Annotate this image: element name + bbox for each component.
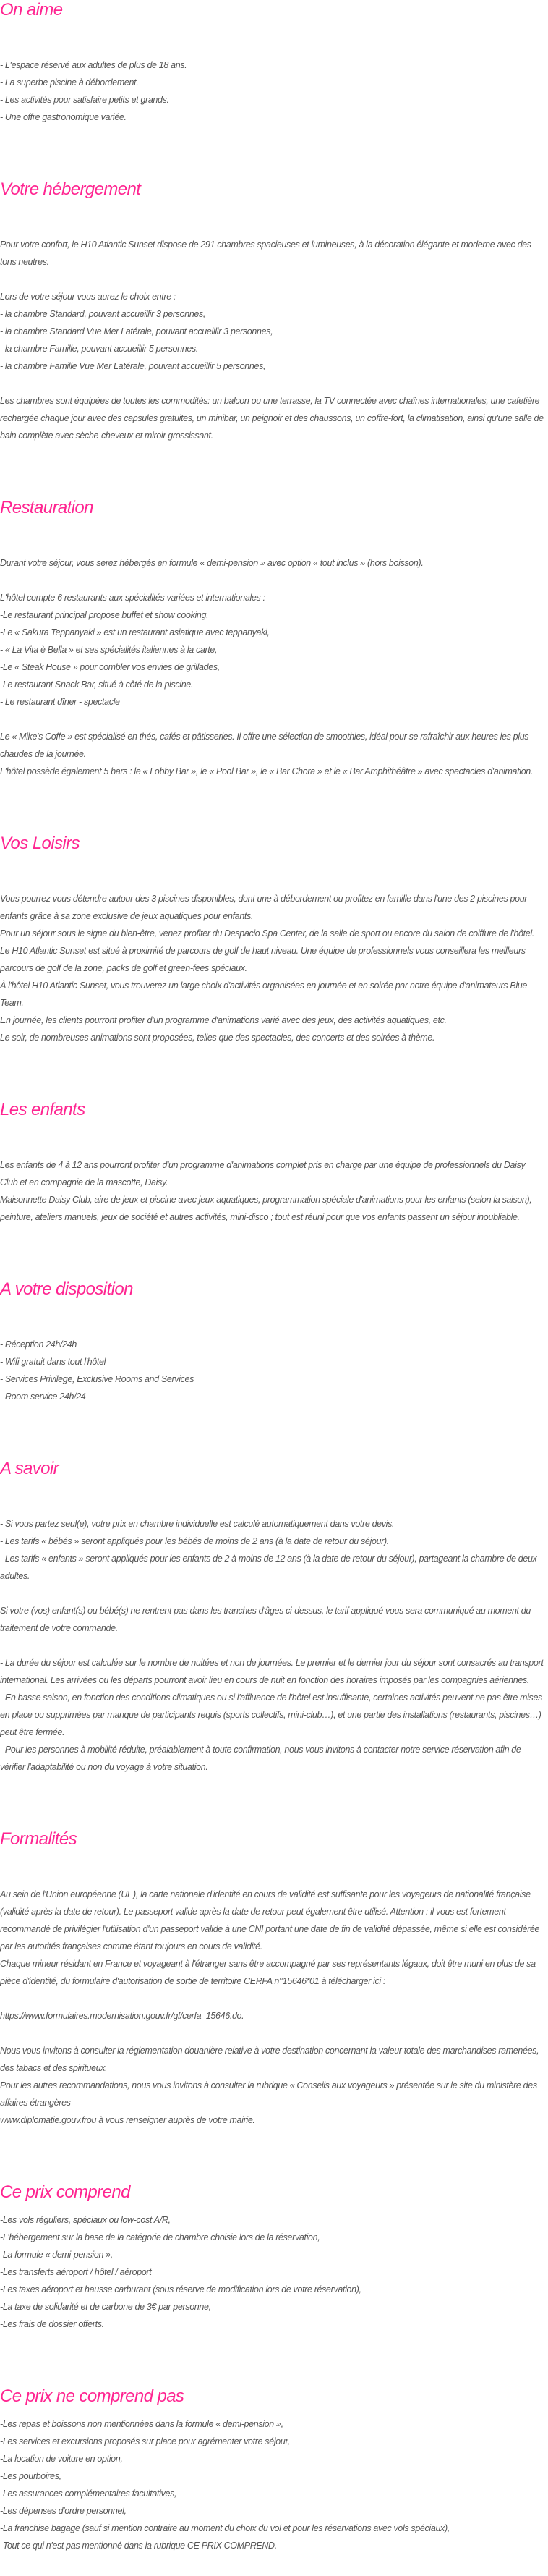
text-line: -Le « Sakura Teppanyaki » est un restaurant asiatique avec teppanyaki,: [0, 627, 270, 637]
heading-spacer: [0, 1300, 548, 1336]
text-line: -La taxe de solidarité et de carbone de 3€ par personne,: [0, 2302, 211, 2312]
text-line: -Les pourboires,: [0, 2471, 61, 2481]
text-line: Pour votre confort, le H10 Atlantic Sunset dispose de 291 chambres spacieuses et lumineuses, à la décoration élégante et moderne avec des tons neutres.: [0, 240, 531, 267]
heading-spacer: [0, 518, 548, 554]
section-body: [0, 56, 548, 126]
text-line: Le « Mike's Coffe » est spécialisé en thés, cafés et pâtisseries. Il offre une sélection de smoothies, idéal pour se rafraîchir aux heures les plus chaudes de la journée.: [0, 732, 529, 759]
section-body: [0, 890, 548, 1046]
text-line: - Si vous partez seul(e), votre prix en chambre individuelle est calculé automatiquement dans votre devis.: [0, 1519, 395, 1529]
section-body: [0, 1886, 548, 2129]
section-body: [0, 236, 548, 444]
text-line: Lors de votre séjour vous aurez le choix entre :: [0, 292, 176, 302]
section-spacer: [0, 1776, 548, 1829]
text-line: - L'espace réservé aux adultes de plus de 18 ans.: [0, 60, 187, 70]
section-title: Ce prix comprend: [0, 2182, 130, 2202]
text-line: Durant votre séjour, vous serez hébergés en formule « demi-pension » avec option « tout inclus » (hors boisson).: [0, 558, 424, 568]
text-line: Les enfants de 4 à 12 ans pourront profiter d'un programme d'animations complet pris en charge par une équipe de professionnels du Daisy Club et en compagnie de la mascotte, Daisy.: [0, 1160, 526, 1187]
text-line: - Services Privilege, Exclusive Rooms and Services: [0, 1374, 194, 1384]
text-line: - Le restaurant dîner - spectacle: [0, 697, 120, 707]
text-line: Le soir, de nombreuses animations sont proposées, telles que des spectacles, des concerts et des soirées à thème.: [0, 1033, 435, 1043]
section-body: [0, 1515, 548, 1776]
text-line: Vous pourrez vous détendre autour des 3 piscines disponibles, dont une à débordement ou profitez en famille dans l'une des 2 piscines pour enfants grâce à sa zone exclusive de jeux aquatiques pour enfants.: [0, 894, 528, 921]
section-spacer: [0, 1226, 548, 1279]
paragraph-spacer: [0, 1990, 544, 2007]
text-line: - Les tarifs « bébés » seront appliqués pour les bébés de moins de 2 ans (à la date de retour du séjour).: [0, 1536, 389, 1546]
text-line: - Les tarifs « enfants » seront appliqués pour les enfants de 2 à moins de 12 ans (à la date de retour du séjour), partageant la chambre de deux adultes.: [0, 1554, 537, 1581]
text-line: Pour les autres recommandations, nous vous invitons à consulter la rubrique « Conseils aux voyageurs » présentée sur le site du ministère des affaires étrangères: [0, 2080, 537, 2108]
text-line: En journée, les clients pourront profiter d'un programme d'animations varié avec des jeux, des activités aquatiques, etc.: [0, 1015, 447, 1025]
section-title: Ce prix ne comprend pas: [0, 2386, 184, 2406]
section-body: [0, 2211, 548, 2333]
paragraph-spacer: [0, 2025, 544, 2042]
section-title: A votre disposition: [0, 1279, 133, 1299]
text-line: - la chambre Famille, pouvant accueillir 5 personnes.: [0, 344, 198, 354]
section-vos-loisirs: [0, 834, 548, 1046]
heading-spacer: [0, 2407, 548, 2415]
text-line: - La durée du séjour est calculée sur le nombre de nuitées et non de journées. Le premier et le dernier jour du séjour sont consacrés au transport international. Les arrivées ou les départs pourront avoir lieu en cours de nuit en fonction des horaires imposés par les compagnies aériennes.: [0, 1658, 544, 1685]
text-line: - Pour les personnes à mobilité réduite, préalablement à toute confirmation, nous vous invitons à contacter notre service réservation afin de vérifier l'adaptabilité ou non du voyage à votre situation.: [0, 1745, 521, 1772]
section-title: Formalités: [0, 1829, 77, 1849]
section-spacer: [0, 1046, 548, 1100]
section-spacer: [0, 1405, 548, 1459]
section-votre-hebergement: [0, 179, 548, 444]
section-title: On aime: [0, 0, 63, 20]
section-title: Votre hébergement: [0, 179, 141, 199]
text-line: -La location de voiture en option,: [0, 2454, 123, 2464]
section-spacer: [0, 444, 548, 498]
section-a-savoir: [0, 1459, 548, 1776]
cerfa-form-link[interactable]: https://www.formulaires.modernisation.gouv.fr/gf/cerfa_15646.do.: [0, 2011, 244, 2021]
text-line: -Les dépenses d'ordre personnel,: [0, 2506, 127, 2516]
text-line: - Room service 24h/24: [0, 1391, 86, 1402]
text-line: -Le restaurant principal propose buffet et show cooking,: [0, 610, 209, 620]
section-title: Restauration: [0, 498, 93, 517]
section-spacer: [0, 126, 548, 179]
section-title: A savoir: [0, 1459, 59, 1478]
text-line: - la chambre Standard Vue Mer Latérale, pouvant accueillir 3 personnes,: [0, 326, 273, 336]
text-line: Nous vous invitons à consulter la réglementation douanière relative à votre destination concernant la valeur totale des marchandises ramenées, des tabacs et des spiritueux.: [0, 2046, 539, 2073]
section-les-enfants: [0, 1100, 548, 1226]
text-line: -Les assurances complémentaires facultatives,: [0, 2488, 177, 2499]
text-line: - Wifi gratuit dans tout l'hôtel: [0, 1357, 106, 1367]
text-line: - « La Vita è Bella » et ses spécialités italiennes à la carte,: [0, 645, 218, 655]
heading-spacer: [0, 1120, 548, 1156]
section-body: [0, 1156, 548, 1226]
paragraph-spacer: [0, 1637, 544, 1654]
text-line: -La franchise bagage (sauf si mention contraire au moment du choix du vol et pour les réservations avec vols spéciaux),: [0, 2523, 450, 2533]
text-line: -L'hébergement sur la base de la catégorie de chambre choisie lors de la réservation,: [0, 2232, 320, 2242]
section-title: Les enfants: [0, 1100, 85, 1119]
text-line: -Tout ce qui n'est pas mentionné dans la rubrique CE PRIX COMPREND.: [0, 2541, 277, 2551]
paragraph-spacer: [0, 711, 544, 728]
section-spacer: [0, 780, 548, 834]
text-line: - la chambre Standard, pouvant accueillir 3 personnes,: [0, 309, 206, 319]
text-line: -Les services et excursions proposés sur place pour agrémenter votre séjour,: [0, 2436, 290, 2446]
paragraph-spacer: [0, 1585, 544, 1602]
text-line: - Les activités pour satisfaire petits et grands.: [0, 95, 169, 105]
text-line: Chaque mineur résidant en France et voyageant à l'étranger sans être accompagné par ses représentants légaux, doit être muni en plus de sa pièce d'identité, du formulaire d'autorisation de sortie de territoire CERFA n°15646*01 à télécharger ici :: [0, 1959, 536, 1986]
section-formalites: [0, 1829, 548, 2129]
text-line: L'hôtel possède également 5 bars : le « Lobby Bar », le « Pool Bar », le « Bar Chora » et le « Bar Amphithéâtre » avec spectacles d'animation.: [0, 766, 534, 776]
section-body: [0, 1336, 548, 1405]
text-line: Les chambres sont équipées de toutes les commodités: un balcon ou une terrasse, la TV connectée avec chaînes internationales, une cafetière rechargée chaque jour avec des capsules gratuites, un minibar, un peignoir et des chaussons, un coffre-fort, la climatisation, ainsi qu'une salle de bain complète avec sèche-cheveux et miroir grossissant.: [0, 396, 544, 441]
section-body: [0, 554, 548, 780]
section-title: Vos Loisirs: [0, 834, 80, 853]
heading-spacer: [0, 2203, 548, 2211]
section-ce-prix-comprend: [0, 2182, 548, 2333]
text-line: Maisonnette Daisy Club, aire de jeux et piscine avec jeux aquatiques, programmation spéciale d'animations pour les enfants (selon la saison), peinture, ateliers manuels, jeux de société et autres activités, mini-disco ; tout est réuni pour que vos enfants passent un séjour inoubliable.: [0, 1195, 532, 1222]
text-line: -Les transferts aéroport / hôtel / aéroport: [0, 2267, 152, 2277]
text-line: - La superbe piscine à débordement.: [0, 77, 139, 88]
text-line: L'hôtel compte 6 restaurants aux spécialités variées et internationales :: [0, 593, 265, 603]
paragraph-spacer: [0, 271, 544, 288]
section-spacer: [0, 2129, 548, 2182]
text-line: www.diplomatie.gouv.frou à vous renseigner auprès de votre mairie.: [0, 2115, 255, 2125]
section-body: [0, 2415, 548, 2554]
text-line: -Les vols réguliers, spéciaux ou low-cost A/R,: [0, 2215, 171, 2225]
text-line: Au sein de l'Union européenne (UE), la carte nationale d'identité en cours de validité est suffisante pour les voyageurs de nationalité française (validité après la date de retour). Le passeport valide après la date de retour peut également être utilisé. Attention : il vous est fortement recommandé de privilégier l'utilisation d'un passeport valide à une CNI portant une date de fin de validité dépassée, même si elle est considérée par les autorités françaises comme étant toujours en cours de validité.: [0, 1889, 540, 1952]
text-line: À l'hôtel H10 Atlantic Sunset, vous trouverez un large choix d'activités organisées en journée et en soirée par notre équipe d'animateurs Blue Team.: [0, 980, 527, 1008]
text-line: - la chambre Famille Vue Mer Latérale, pouvant accueillir 5 personnes,: [0, 361, 266, 371]
heading-spacer: [0, 854, 548, 890]
section-restauration: [0, 498, 548, 780]
text-line: -Les repas et boissons non mentionnées dans la formule « demi-pension »,: [0, 2419, 283, 2429]
section-on-aime: [0, 0, 548, 126]
section-a-votre-disposition: [0, 1279, 548, 1405]
text-line: -Le « Steak House » pour combler vos envies de grillades,: [0, 662, 220, 672]
section-ce-prix-ne-comprend-pas: [0, 2386, 548, 2554]
text-line: - Réception 24h/24h: [0, 1339, 77, 1350]
text-line: -Le restaurant Snack Bar, situé à côté de la piscine.: [0, 679, 194, 690]
text-line: Pour un séjour sous le signe du bien-être, venez profiter du Despacio Spa Center, de la salle de sport ou encore du salon de coiffure de l'hôtel. Le H10 Atlantic Sunset est situé à proximité de parcours de golf de haut niveau. Une équipe de professionnels vous conseillera les meilleurs parcours de golf de la zone, packs de golf et green-fees spéciaux.: [0, 928, 534, 973]
text-line: - En basse saison, en fonction des conditions climatiques ou si l'affluence de l'hôtel est insuffisante, certaines activités peuvent ne pas être mises en place ou supprimées par manque de participants requis (sports collectifs, mini-club…), et une partie des installations (restaurants, piscines…) peut être fermée.: [0, 1692, 542, 1737]
paragraph-spacer: [0, 375, 544, 392]
heading-spacer: [0, 20, 548, 56]
text-line: -La formule « demi-pension »,: [0, 2250, 113, 2260]
heading-spacer: [0, 200, 548, 236]
text-line: -Les frais de dossier offerts.: [0, 2319, 104, 2329]
paragraph-spacer: [0, 572, 544, 589]
text-line: Si votre (vos) enfant(s) ou bébé(s) ne rentrent pas dans les tranches d'âges ci-dessus, le tarif appliqué vous sera communiqué au moment du traitement de votre commande.: [0, 1606, 531, 1633]
section-spacer: [0, 2333, 548, 2386]
text-line: - Une offre gastronomique variée.: [0, 112, 127, 122]
text-line: -Les taxes aéroport et hausse carburant (sous réserve de modification lors de votre réservation),: [0, 2284, 361, 2295]
heading-spacer: [0, 1850, 548, 1886]
heading-spacer: [0, 1479, 548, 1515]
